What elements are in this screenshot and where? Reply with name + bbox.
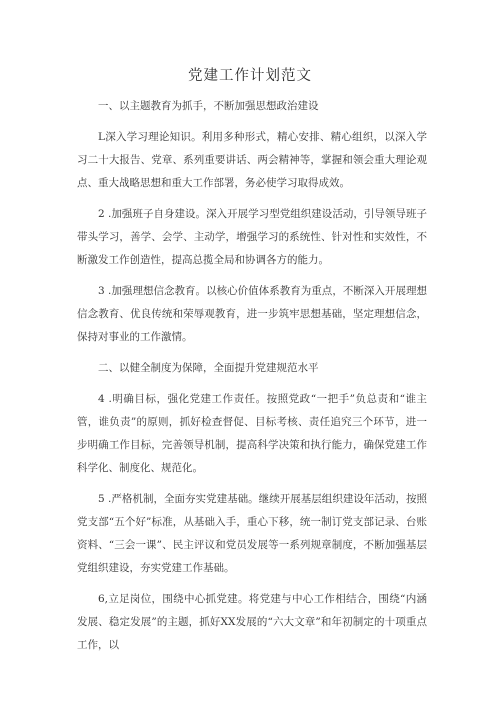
paragraph: 4 .明确目标，强化党建工作责任。按照党政“一把手”负总责和“谁主管，谁负责”的原则，抓好检查督促、目标考核、责任追究三个环节，进一步明确工作目标，完善领导机制，提高科学决策和执行能力，确保党建工作科学化、制度化、规范化。 [77, 393, 427, 474]
paragraph: 5 .严格机制，全面夯实党建基础。继续开展基层组织建设年活动，按照党支部“五个好”标准，从基础入手，重心下移，统一制订党支部记录、台账资料、“三会一课”、民主评议和党员发展等一系列规章制度，不断加强基层党组织建设，夯实党建工作基础。 [77, 493, 427, 574]
paragraph: 6,立足岗位，围绕中心抓党建。将党建与中心工作相结合，围绕“内涵发展、稳定发展”的主题，抓好XX发展的“六大文章”和年初制定的十项重点工作，以 [77, 593, 427, 651]
paragraph: 3 .加强理想信念教育。以核心价值体系教育为重点，不断深入开展理想信念教育、优良传统和荣辱观教育，进一步筑牢思想基础，坚定理想信念，保持对事业的工作激情。 [77, 285, 427, 343]
paragraph: L深入学习理论知识。利用多种形式，精心安排、精心组织，以深入学习二十大报告、党章、系列重要讲话、两会精神等，掌握和领会重大理论观点、重大战略思想和重大工作部署，务必使学习取得成效。 [77, 131, 427, 189]
paragraph: 2 .加强班子自身建设。深入开展学习型党组织建设活动，引导领导班子带头学习，善学、会学、主动学，增强学习的系统性、针对性和实效性，不断激发工作创造性，提高总揽全局和协调各方的能力。 [77, 208, 427, 266]
section-heading: 二、以健全制度为保障，全面提升党建规范水平 [98, 362, 319, 374]
section-heading: 一、以主题教育为抓手，不断加强思想政治建设 [98, 100, 319, 112]
document-body [77, 95, 427, 665]
document-title: 党建工作计划范文 [188, 68, 312, 84]
